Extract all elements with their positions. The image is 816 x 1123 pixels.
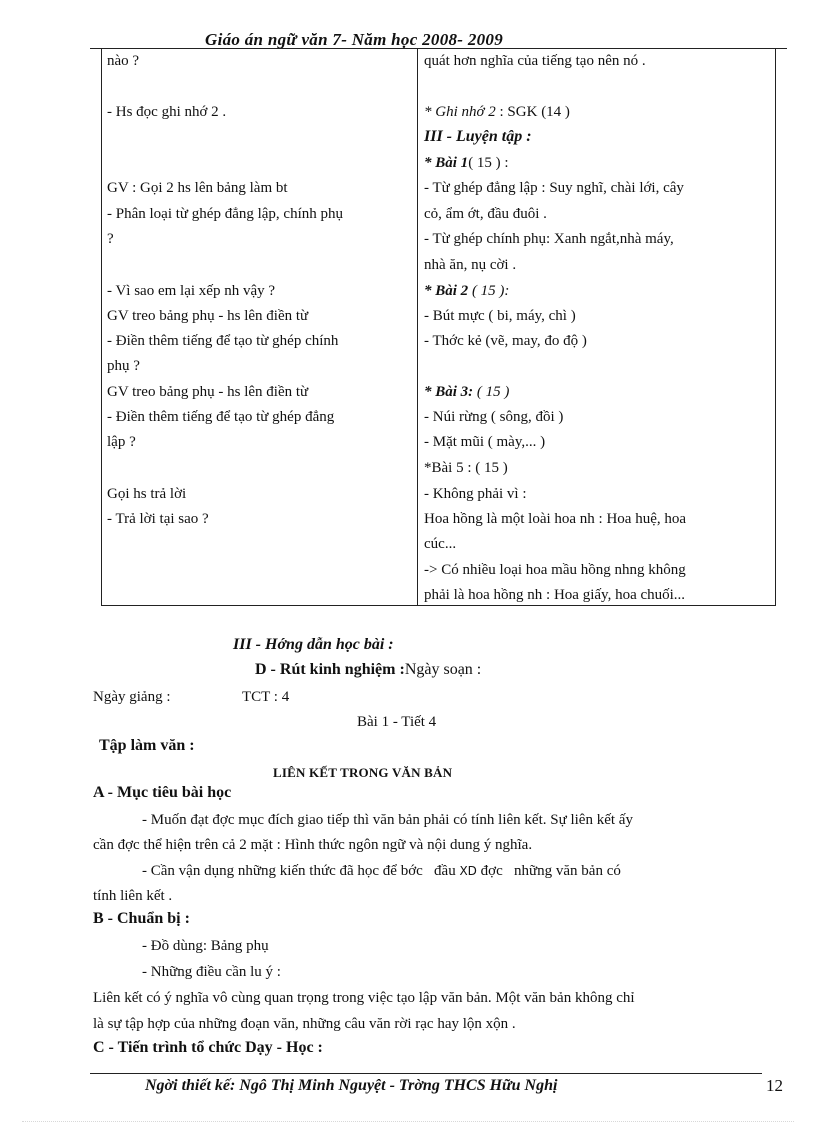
luyen-tap-heading: III - Luyện tập : [424,128,532,145]
right-cell-line [424,382,509,402]
tien-trinh-heading: C - Tiến trình tổ chức Dạy - Học : [93,1039,323,1056]
chuan-bi-paragraph-line1: Liên kết có ý nghĩa vô cùng quan trọng trong việc tạo lập văn bản. Một văn bản không chỉ [93,990,635,1006]
left-cell-line: - Hs đọc ghi nhớ 2 . [107,104,227,120]
chuan-bi-paragraph-line2: là sự tập hợp của những đoạn văn, những câu văn rời rạc hay lộn xộn . [93,1016,516,1032]
left-cell-line: lập ? [107,434,136,450]
tap-lam-van-heading: Tập làm văn : [99,737,195,754]
right-cell-line: cúc... [424,536,457,552]
right-cell-line [424,153,509,173]
left-cell-line: GV treo bảng phụ - hs lên điền từ [107,308,309,324]
right-cell-line: - Thớc kẻ (vẽ, may, đo độ ) [424,333,587,349]
right-cell-line: - Bút mực ( bi, máy, chì ) [424,308,576,324]
right-cell-line: - Mặt mũi ( mày,... ) [424,434,546,450]
right-cell-line: nhà ăn, nụ cời . [424,257,517,273]
left-cell-line: GV treo bảng phụ - hs lên điền từ [107,384,309,400]
muc-tieu-heading: A - Mục tiêu bài học [93,784,232,801]
chuan-bi-line2: - Những điều cần lu ý : [142,964,281,980]
muc-tieu-p2-text-b: đợc những văn bản có [476,863,621,879]
xd-abbrev: XD [459,864,477,878]
left-cell-line: phụ ? [107,358,140,374]
rut-kinh-nghiem-line [255,661,481,679]
bai-1-ref: ( 15 ) : [468,155,509,171]
bai-2-label: * Bài 2 [424,283,469,299]
page-edge [22,1121,794,1122]
ghi-nho-ref: : SGK (14 ) [495,104,570,120]
page-header: Giáo án ngữ văn 7- Năm học 2008- 2009 [205,30,504,49]
left-cell-line: - Điền thêm tiếng để tạo từ ghép chính [107,333,339,349]
left-cell-line: nào ? [107,53,140,69]
muc-tieu-p1-line2: cần đợc thể hiện trên cả 2 mặt : Hình thức ngôn ngữ và nội dung ý nghĩa. [93,837,533,853]
page-footer: Ngời thiết kế: Ngô Thị Minh Nguyệt - Trờng THCS Hữu Nghị [145,1077,558,1094]
bai-1-label: * Bài 1 [424,155,469,171]
right-cell-line: - Núi rừng ( sông, đồi ) [424,409,564,425]
right-cell-line: - Không phải vì : [424,486,527,502]
right-cell-line: cỏ, ẩm ớt, đầu đuôi . [424,206,547,222]
left-cell-line: - Vì sao em lại xếp nh vậy ? [107,283,276,299]
left-cell-line: - Điền thêm tiếng để tạo từ ghép đẳng [107,409,335,425]
muc-tieu-p1-line1: - Muốn đạt đợc mục đích giao tiếp thì văn bản phải có tính liên kết. Sự liên kết ấy [142,812,633,828]
left-cell-line: - Phân loại từ ghép đẳng lập, chính phụ [107,206,344,222]
footer-rule [90,1073,762,1074]
right-cell-line: quát hơn nghĩa của tiếng tạo nên nó . [424,53,646,69]
bai-3-ref: ( 15 ) [473,384,510,400]
chuan-bi-heading: B - Chuẩn bị : [93,910,190,927]
left-cell-line: ? [107,231,114,247]
right-cell-line [424,102,570,122]
left-cell-line: Gọi hs trả lời [107,486,187,502]
right-cell-line: Hoa hồng là một loài hoa nh : Hoa huệ, hoa [424,511,687,527]
ngay-giang-label: Ngày giảng : [93,689,171,705]
right-cell-line: *Bài 5 : ( 15 ) [424,460,508,476]
right-cell-line: - Từ ghép đẳng lập : Suy nghĩ, chài lới, cây [424,180,684,196]
right-cell-line: - Từ ghép chính phụ: Xanh ngắt,nhà máy, [424,231,674,247]
left-cell-line: - Trả lời tại sao ? [107,511,209,527]
rut-kinh-nghiem-label: D - Rút kinh nghiệm : [255,661,405,678]
right-cell-line [424,281,509,301]
right-cell-line: phải là hoa hồng nh : Hoa giấy, hoa chuối... [424,587,686,603]
left-cell-line: GV : Gọi 2 hs lên bảng làm bt [107,180,288,196]
muc-tieu-p2-line1 [142,861,621,881]
ngay-soan-label: Ngày soạn : [404,661,482,678]
muc-tieu-p2-text-a: - Cần vận dụng những kiến thức đã học để bớc đầu [142,863,460,879]
bai-2-ref: ( 15 ): [468,283,510,299]
muc-tieu-p2-line2: tính liên kết . [93,888,173,904]
lesson-title: LIÊN KẾT TRONG VĂN BẢN [273,765,453,780]
bai-tiet-label: Bài 1 - Tiết 4 [357,714,437,730]
ghi-nho-label: * Ghi nhớ 2 [424,104,496,120]
bai-3-label: * Bài 3: [424,384,474,400]
chuan-bi-line1: - Đồ dùng: Bảng phụ [142,938,269,954]
right-cell-line: -> Có nhiều loại hoa mầu hồng nhng không [424,562,686,578]
table-column-divider [417,48,418,606]
tct-label: TCT : 4 [242,689,290,705]
huong-dan-heading: III - Hớng dẫn học bài : [233,636,394,653]
page-number: 12 [766,1076,783,1095]
